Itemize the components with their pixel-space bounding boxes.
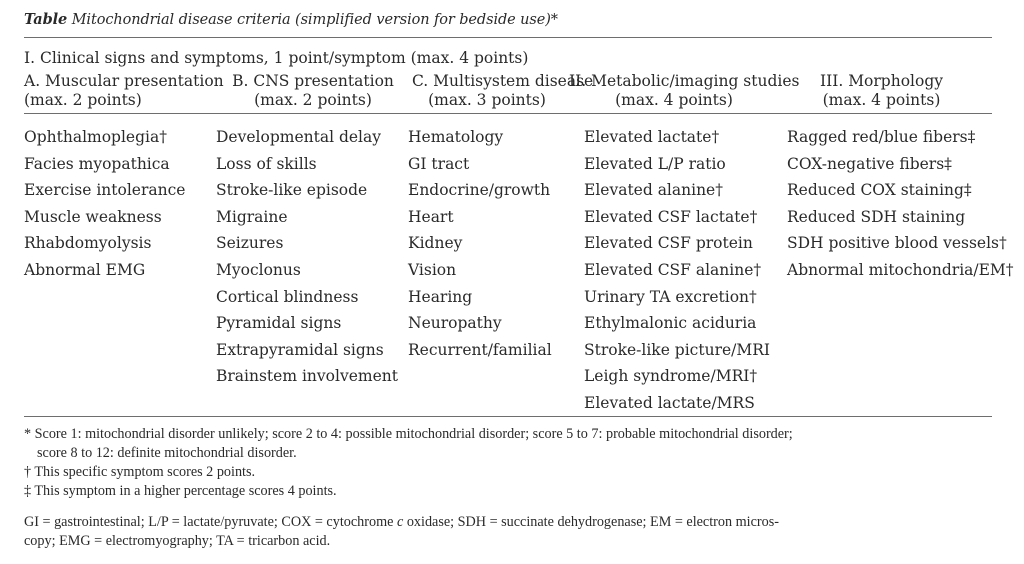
column-heading: III. Morphology <box>819 72 944 90</box>
criterion-item: Abnormal mitochondria/EM† <box>787 260 1014 279</box>
criterion-item: SDH positive blood vessels† <box>787 234 1007 253</box>
caption-title: Mitochondrial disease criteria (simplified version for bedside use)* <box>71 12 558 28</box>
section-heading-clinical: I. Clinical signs and symptoms, 1 point/symptom (max. 4 points) <box>24 49 529 67</box>
criterion-item: Elevated alanine† <box>584 181 723 200</box>
column-metabolic <box>584 124 770 417</box>
criterion-item: Vision <box>408 260 457 279</box>
criterion-item: Elevated lactate† <box>584 128 720 146</box>
header-rule <box>24 113 992 114</box>
footnote-score: * Score 1: mitochondrial disorder unlikely; score 2 to 4: possible mitochondrial disorder; score 5 to 7: probable mitochondrial disorder; <box>24 426 793 442</box>
criterion-item: Developmental delay <box>216 128 381 146</box>
criterion-item: Elevated CSF lactate† <box>584 207 758 226</box>
criterion-item: Myoclonus <box>216 260 301 279</box>
criterion-item: Elevated CSF protein <box>584 234 753 253</box>
column-header-metabolic <box>569 72 800 110</box>
abbreviations-text: oxidase; SDH = succinate dehydrogenase; EM = electron micros- <box>403 514 779 530</box>
abbreviations-text: GI = gastrointestinal; L/P = lactate/pyruvate; COX = cytochrome <box>24 514 397 530</box>
footnotes <box>24 425 1004 501</box>
column-muscular <box>24 124 185 284</box>
criterion-item: Hematology <box>408 128 504 146</box>
column-subheading: (max. 2 points) <box>254 91 372 109</box>
criterion-item: GI tract <box>408 154 470 173</box>
column-heading: C. Multisystem disease <box>412 72 594 90</box>
criterion-item: Brainstem involvement <box>216 367 398 386</box>
criterion-item: Recurrent/familial <box>408 340 552 359</box>
criterion-item: Seizures <box>216 234 284 253</box>
criterion-item: Urinary TA excretion† <box>584 287 757 306</box>
criterion-item: Loss of skills <box>216 154 317 173</box>
criterion-item: Heart <box>408 207 454 226</box>
criterion-item: Abnormal EMG <box>24 260 146 279</box>
criterion-item: Extrapyramidal signs <box>216 340 384 359</box>
column-header-muscular <box>24 72 224 110</box>
column-header-multisystem <box>412 72 594 110</box>
column-heading: A. Muscular presentation <box>24 72 224 90</box>
criterion-item: Elevated lactate/MRS <box>584 393 755 412</box>
footnote-double-dagger: ‡ This symptom in a higher percentage scores 4 points. <box>24 483 337 499</box>
column-heading: B. CNS presentation <box>232 72 394 90</box>
abbreviations-line-1 <box>24 513 779 532</box>
criterion-item: Rhabdomyolysis <box>24 234 152 253</box>
table-caption <box>24 11 558 28</box>
bottom-rule <box>24 416 992 417</box>
column-subheading: (max. 3 points) <box>428 91 546 109</box>
criterion-item: COX-negative fibers‡ <box>787 154 952 173</box>
column-subheading: (max. 4 points) <box>822 91 941 109</box>
column-cns <box>216 124 398 390</box>
criterion-item: Stroke-like episode <box>216 181 368 200</box>
column-morphology <box>787 124 1014 284</box>
criterion-item: Ophthalmoplegia† <box>24 128 167 146</box>
criterion-item: Migraine <box>216 207 288 226</box>
criterion-item: Leigh syndrome/MRI† <box>584 367 758 386</box>
footnote-score-continued: score 8 to 12: definite mitochondrial disorder. <box>37 445 297 461</box>
criterion-item: Reduced COX staining‡ <box>787 181 972 200</box>
column-header-morphology <box>814 72 949 110</box>
criterion-item: Facies myopathica <box>24 154 170 173</box>
criterion-item: Ragged red/blue fibers‡ <box>787 128 976 146</box>
column-header-cns <box>227 72 399 110</box>
top-rule <box>24 37 992 38</box>
criterion-item: Neuropathy <box>408 314 502 333</box>
criterion-item: Exercise intolerance <box>24 181 186 200</box>
criterion-item: Muscle weakness <box>24 207 162 226</box>
criterion-item: Elevated L/P ratio <box>584 154 726 173</box>
abbreviations-italic: c <box>396 514 404 530</box>
abbreviations-line-2: copy; EMG = electromyography; TA = tricarbon acid. <box>24 533 331 549</box>
criterion-item: Pyramidal signs <box>216 314 342 333</box>
abbreviations <box>24 513 779 551</box>
criterion-item: Stroke-like picture/MRI <box>584 340 771 359</box>
criterion-item: Cortical blindness <box>216 287 359 306</box>
criterion-item: Endocrine/growth <box>408 181 551 200</box>
criterion-item: Ethylmalonic aciduria <box>584 314 757 333</box>
footnote-dagger: † This specific symptom scores 2 points. <box>24 464 256 480</box>
criterion-item: Kidney <box>408 234 463 253</box>
caption-label: Table <box>24 11 68 28</box>
criterion-item: Hearing <box>408 287 473 306</box>
criterion-item: Reduced SDH staining <box>787 207 966 226</box>
column-multisystem <box>408 124 552 363</box>
criterion-item: Elevated CSF alanine† <box>584 260 762 279</box>
column-subheading: (max. 2 points) <box>24 91 142 109</box>
column-heading: II. Metabolic/imaging studies <box>569 72 800 90</box>
column-subheading: (max. 4 points) <box>615 91 733 109</box>
